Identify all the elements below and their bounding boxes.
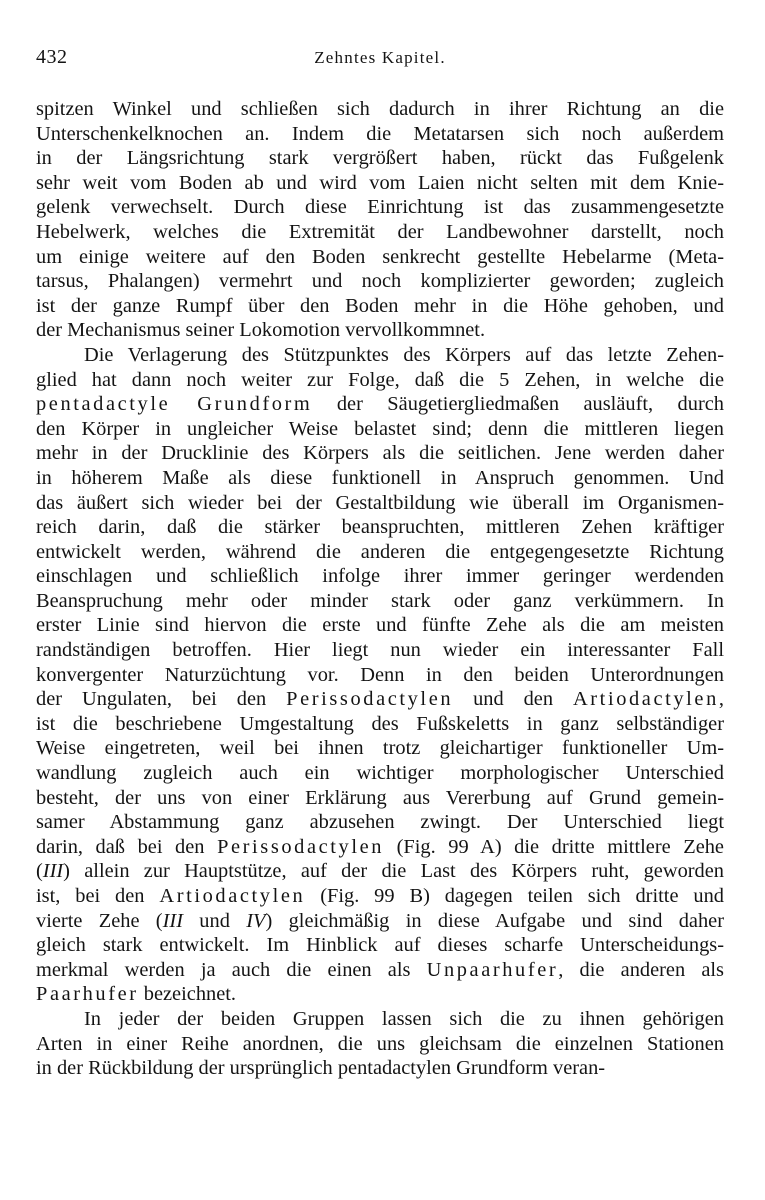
text-line: Paarhufer bezeichnet. <box>36 983 237 1006</box>
text-line: der Ungulaten, bei den Perissodactylen und den Artiodactylen, <box>36 688 724 711</box>
text-line: gleich stark entwickelt. Im Hinblick auf dieses scharfe Unterscheidungs- <box>36 934 724 957</box>
running-head <box>36 46 724 76</box>
text-line: gelenk verwechselt. Durch diese Einrichtung ist das zusammengesetzte <box>36 196 724 219</box>
text-line: pentadactyle Grundform der Säugetiergliedmaßen ausläuft, durch <box>36 393 724 416</box>
spaced-term: Paarhufer <box>36 983 139 1006</box>
text-line: Weise eingetreten, weil bei ihnen trotz gleichartiger funktioneller Um- <box>36 737 724 760</box>
italic-term: III <box>162 909 183 932</box>
paragraph <box>36 343 724 1007</box>
text-line: glied hat dann noch weiter zur Folge, daß die 5 Zehen, in welche die <box>36 368 724 391</box>
text-line: Unterschenkelknochen an. Indem die Metatarsen sich noch außerdem <box>36 122 724 145</box>
text-line: ist, bei den Artiodactylen (Fig. 99 B) dagegen teilen sich dritte und <box>36 885 724 907</box>
text-line: vierte Zehe (III und IV) gleichmäßig in diese Aufgabe und sind daher <box>36 909 724 932</box>
spaced-term: Unpaarhufer <box>426 958 559 981</box>
text-line: sehr weit vom Boden ab und wird vom Laien nicht selten mit dem Knie- <box>36 171 724 194</box>
text-line: darin, daß bei den Perissodactylen (Fig. 99 A) die dritte mittlere Zehe <box>36 835 724 858</box>
text-line: ist der ganze Rumpf über den Boden mehr in die Höhe gehoben, und <box>36 294 724 317</box>
text-line: den Körper in ungleicher Weise belastet sind; denn die mittleren liegen <box>36 417 724 440</box>
paragraph <box>36 1007 724 1081</box>
text-line: reich darin, daß die stärker beanspruchten, mittleren Zehen kräftiger <box>36 516 724 539</box>
text-line: Hebelwerk, welches die Extremität der Landbewohner darstellt, noch <box>36 220 724 243</box>
text-line: tarsus, Phalangen) vermehrt und noch komplizierter geworden; zugleich <box>36 270 724 293</box>
italic-term: IV <box>246 909 266 932</box>
spaced-term: Artiodactylen <box>572 688 719 711</box>
text-line: samer Abstammung ganz abzusehen zwingt. Der Unterschied liegt <box>36 811 724 834</box>
text-line: in der Längsrichtung stark vergrößert haben, rückt das Fußgelenk <box>36 147 724 170</box>
text-line: mehr in der Drucklinie des Körpers als die seitlichen. Jene werden daher <box>36 442 724 465</box>
text-line: besteht, der uns von einer Erklärung aus Vererbung auf Grund gemein- <box>36 786 724 809</box>
text-line: merkmal werden ja auch die einen als Unpaarhufer, die anderen als <box>36 958 724 981</box>
text-line: (III) allein zur Hauptstütze, auf der die Last des Körpers ruht, geworden <box>36 860 724 883</box>
text-line: in höherem Maße als diese funktionell in Anspruch genommen. Und <box>36 466 724 489</box>
paragraph <box>36 97 724 343</box>
chapter-title: Zehntes Kapitel. <box>314 48 446 67</box>
text-line: spitzen Winkel und schließen sich dadurch in ihrer Richtung an die <box>36 98 724 120</box>
text-line: In jeder der beiden Gruppen lassen sich die zu ihnen gehörigen <box>84 1007 724 1030</box>
text-line: ist die beschriebene Umgestaltung des Fußskeletts in ganz selbständiger <box>36 712 724 735</box>
text-line: Beanspruchung mehr oder minder stark oder ganz verkümmern. In <box>36 589 724 612</box>
text-line: einschlagen und schließlich infolge ihrer immer geringer werdenden <box>36 565 724 588</box>
page-number: 432 <box>36 46 68 68</box>
text-line: das äußert sich wieder bei der Gestaltbildung wie überall im Organismen- <box>36 491 724 514</box>
spaced-term: pentadactyle Grundform <box>36 393 313 416</box>
body-text <box>36 97 724 1081</box>
text-line: der Mechanismus seiner Lokomotion vervollkommnet. <box>36 319 486 342</box>
spaced-term: Perissodactylen <box>217 835 385 858</box>
spaced-term: Artiodactylen <box>159 885 306 907</box>
text-line: erster Linie sind hiervon die erste und fünfte Zehe als die am meisten <box>36 614 724 637</box>
text-line: in der Rückbildung der ursprünglich pentadactylen Grundform veran- <box>36 1057 606 1080</box>
text-line: konvergenter Naturzüchtung vor. Denn in den beiden Unterordnungen <box>36 663 724 686</box>
text-line: wandlung zugleich auch ein wichtiger morphologischer Unterschied <box>36 762 724 785</box>
italic-term: III <box>42 860 64 883</box>
spaced-term: Perissodactylen <box>286 688 454 711</box>
text-line: um einige weitere auf den Boden senkrecht gestellte Hebelarme (Meta- <box>36 245 724 268</box>
text-line: randständigen betroffen. Hier liegt nun wieder ein interessanter Fall <box>36 639 724 662</box>
text-line: Arten in einer Reihe anordnen, die uns gleichsam die einzelnen Stationen <box>36 1032 724 1055</box>
text-line: entwickelt werden, während die anderen die entgegengesetzte Richtung <box>36 540 724 563</box>
text-line: Die Verlagerung des Stützpunktes des Körpers auf das letzte Zehen- <box>84 343 724 366</box>
